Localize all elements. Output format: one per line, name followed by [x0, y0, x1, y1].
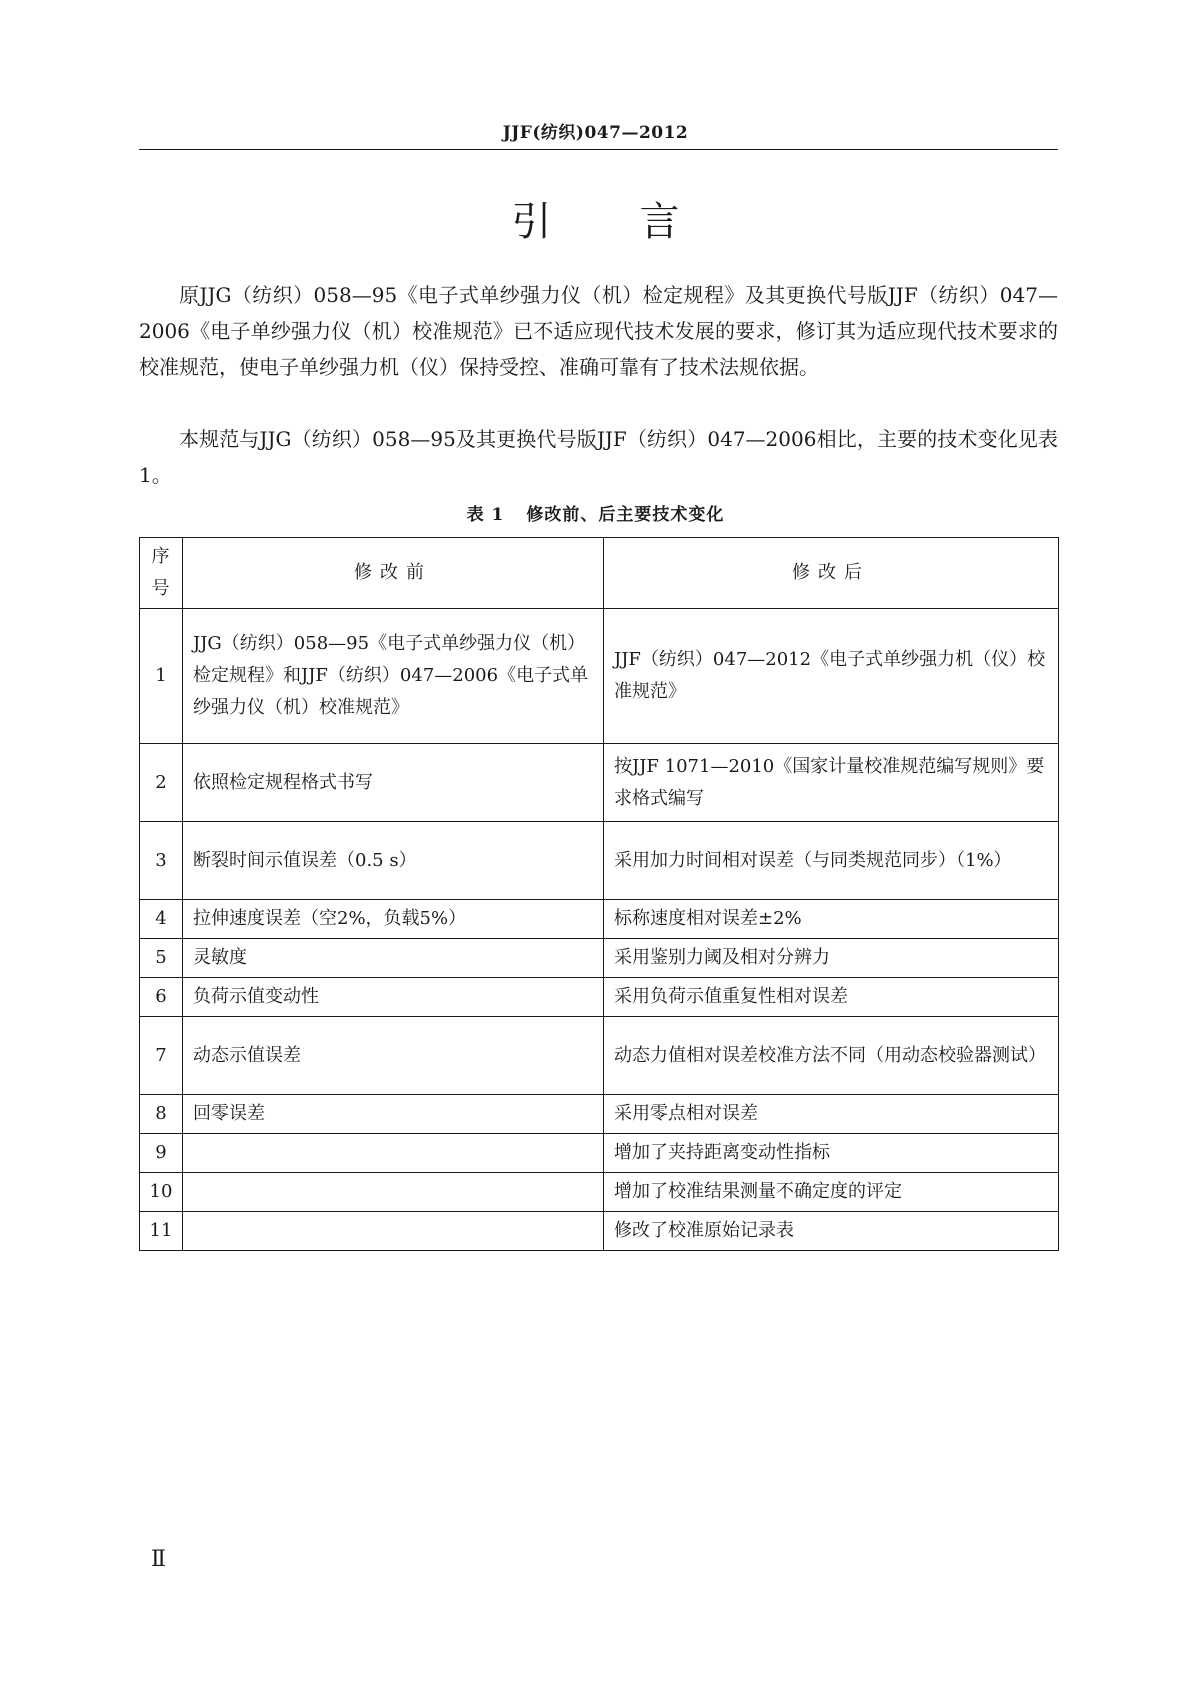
after-cell: 采用零点相对误差 [604, 1095, 1059, 1134]
before-cell: 负荷示值变动性 [183, 978, 604, 1017]
technical-changes-table [139, 537, 1059, 1251]
row-number: 4 [140, 900, 183, 939]
before-cell: 断裂时间示值误差（0.5 s） [183, 822, 604, 900]
row-number: 2 [140, 744, 183, 822]
after-cell: 按JJF 1071—2010《国家计量校准规范编写规则》要求格式编写 [604, 744, 1059, 822]
after-cell: JJF（纺织）047—2012《电子式单纱强力机（仪）校准规范》 [604, 609, 1059, 744]
before-cell: 回零误差 [183, 1095, 604, 1134]
table-row [140, 822, 1059, 900]
after-cell: 增加了校准结果测量不确定度的评定 [604, 1173, 1059, 1212]
before-cell: JJG（纺织）058—95《电子式单纱强力仪（机）检定规程》和JJF（纺织）047—2006《电子式单纱强力仪（机）校准规范》 [183, 609, 604, 744]
table-row [140, 1095, 1059, 1134]
before-cell [183, 1212, 604, 1251]
before-cell: 动态示值误差 [183, 1017, 604, 1095]
row-number: 1 [140, 609, 183, 744]
intro-paragraph-1: 原JJG（纺织）058—95《电子式单纱强力仪（机）检定规程》及其更换代号版JJF（纺织）047—2006《电子单纱强力仪（机）校准规范》已不适应现代技术发展的要求，修订其为适应现代技术要求的校准规范，使电子单纱强力机（仪）保持受控、准确可靠有了技术法规依据。 [139, 283, 1058, 379]
table-row [140, 1173, 1059, 1212]
table-row [140, 609, 1059, 744]
after-cell: 采用鉴别力阈及相对分辨力 [604, 939, 1059, 978]
before-cell [183, 1173, 604, 1212]
row-number: 10 [140, 1173, 183, 1212]
table-row [140, 1134, 1059, 1173]
row-number: 11 [140, 1212, 183, 1251]
header-divider [139, 149, 1058, 150]
after-cell: 修改了校准原始记录表 [604, 1212, 1059, 1251]
before-cell: 依照检定规程格式书写 [183, 744, 604, 822]
row-number: 9 [140, 1134, 183, 1173]
row-number: 6 [140, 978, 183, 1017]
header-before-revision: 修改前 [183, 538, 604, 609]
row-number: 8 [140, 1095, 183, 1134]
table-row [140, 939, 1059, 978]
table-row [140, 900, 1059, 939]
after-cell: 标称速度相对误差±2% [604, 900, 1059, 939]
table-row [140, 1212, 1059, 1251]
table-row [140, 1017, 1059, 1095]
page-number: Ⅱ [151, 1547, 166, 1572]
table-caption-text: 修改前、后主要技术变化 [526, 505, 725, 525]
after-cell: 动态力值相对误差校准方法不同（用动态校验器测试） [604, 1017, 1059, 1095]
document-code-header: JJF(纺织)047—2012 [502, 123, 689, 143]
row-number: 7 [140, 1017, 183, 1095]
intro-paragraph-2: 本规范与JJG（纺织）058—95及其更换代号版JJF（纺织）047—2006相比，主要的技术变化见表1。 [139, 427, 1058, 487]
after-cell: 采用负荷示值重复性相对误差 [604, 978, 1059, 1017]
table-caption [0, 500, 1191, 525]
row-number: 3 [140, 822, 183, 900]
table-caption-label: 表 1 [466, 505, 505, 525]
table-row [140, 744, 1059, 822]
before-cell: 拉伸速度误差（空2%，负载5%） [183, 900, 604, 939]
page-title: 引言 [511, 199, 768, 245]
row-number: 5 [140, 939, 183, 978]
after-cell: 采用加力时间相对误差（与同类规范同步）（1%） [604, 822, 1059, 900]
table-header-row [140, 538, 1059, 609]
before-cell [183, 1134, 604, 1173]
after-cell: 增加了夹持距离变动性指标 [604, 1134, 1059, 1173]
table-row [140, 978, 1059, 1017]
header-after-revision: 修改后 [604, 538, 1059, 609]
header-serial-no: 序号 [140, 538, 183, 609]
before-cell: 灵敏度 [183, 939, 604, 978]
